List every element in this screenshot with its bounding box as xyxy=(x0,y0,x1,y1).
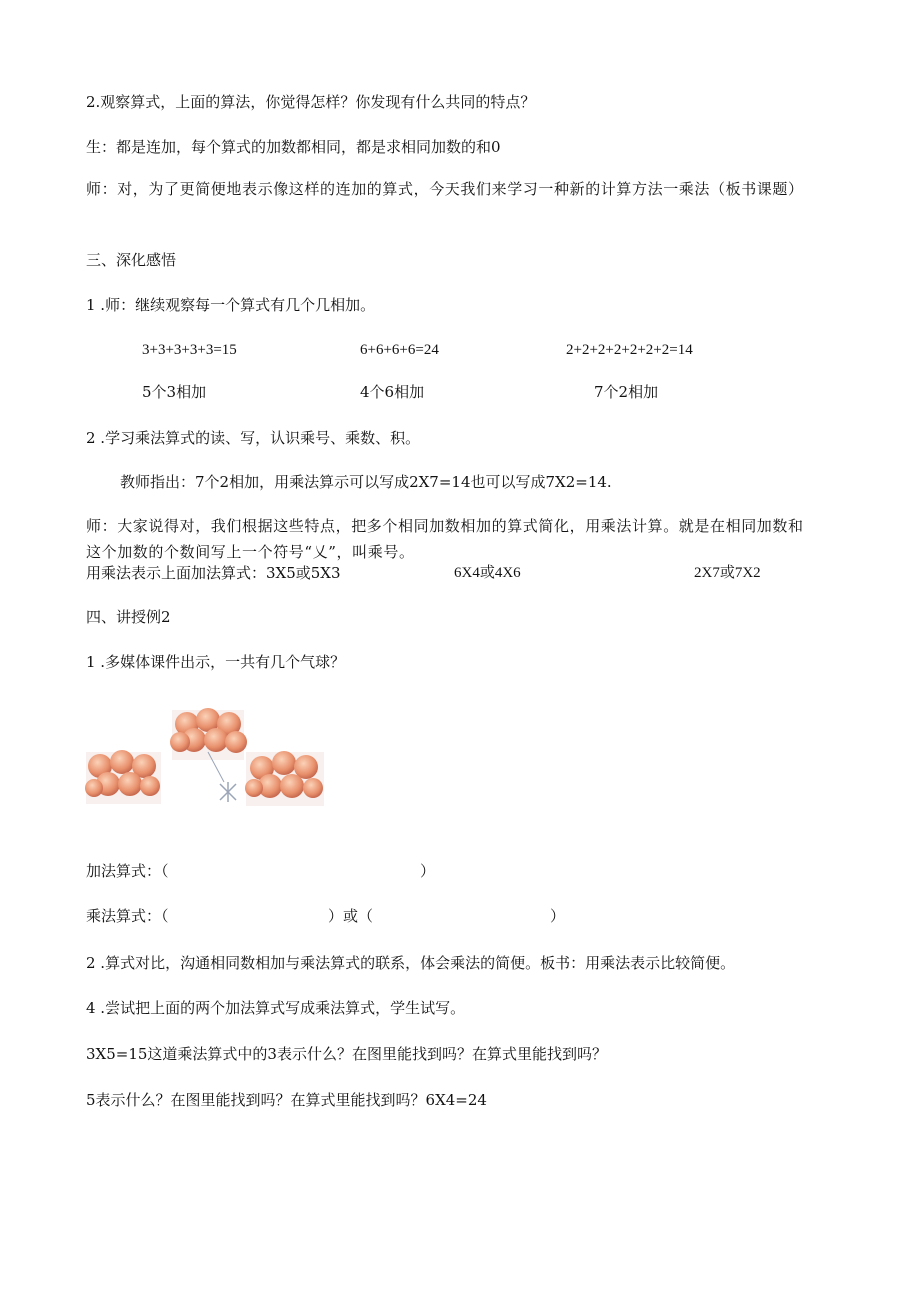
multiplication-label: 用乘法表示上面加法算式：3X5或5X3 xyxy=(86,564,341,582)
example-1: 1 .多媒体课件出示，一共有几个气球？ xyxy=(86,653,346,671)
multiplication-blank-close: ） xyxy=(550,907,566,925)
item-1: 1 .师：继续观察每一个算式有几个几相加。 xyxy=(86,296,376,314)
section-3-heading: 三、深化感悟 xyxy=(86,251,177,269)
question-5: 5表示什么？在图里能找到吗？在算式里能找到吗？6X4=24 xyxy=(86,1091,487,1109)
sum-description-3: 7个2相加 xyxy=(594,383,659,401)
compare-item: 2 .算式对比，沟通相同数相加与乘法算式的联系，体会乘法的简便。板书：用乘法表示比较简便。 xyxy=(86,954,736,972)
try-item: 4 .尝试把上面的两个加法算式写成乘法算式，学生试写。 xyxy=(86,999,466,1017)
question-2: 2.观察算式，上面的算法，你觉得怎样？你发现有什么共同的特点？ xyxy=(86,93,536,111)
balloons-illustration xyxy=(84,700,329,815)
sum-description-2: 4个6相加 xyxy=(360,383,425,401)
teacher-note: 教师指出：7个2相加，用乘法算示可以写成2X7=14也可以写成7X2=14. xyxy=(120,473,612,491)
multiplication-b: 6X4或4X6 xyxy=(454,565,521,581)
multiplication-blank-label: 乘法算式：（ xyxy=(86,907,169,925)
sum-expression-1: 3+3+3+3+3=15 xyxy=(142,342,237,358)
multiplication-c: 2X7或7X2 xyxy=(694,565,761,581)
student-answer: 生：都是连加，每个算式的加数都相同，都是求相同加数的和0 xyxy=(86,138,501,156)
question-3x5: 3X5=15这道乘法算式中的3表示什么？在图里能找到吗？在算式里能找到吗？ xyxy=(86,1045,607,1063)
item-2: 2 .学习乘法算式的读、写，认识乘号、乘数、积。 xyxy=(86,429,421,447)
teacher-remark-1: 师：对，为了更简便地表示像这样的连加的算式，今天我们来学习一种新的计算方法一乘法（板书课题） xyxy=(86,180,804,198)
sum-expression-2: 6+6+6+6=24 xyxy=(360,342,439,358)
sum-expression-3: 2+2+2+2+2+2+2=14 xyxy=(566,342,693,358)
multiplication-blank-or: ）或（ xyxy=(328,907,374,925)
addition-blank-label: 加法算式：（ xyxy=(86,862,169,880)
sum-description-1: 5个3相加 xyxy=(142,383,207,401)
teacher-remark-2: 师：大家说得对，我们根据这些特点，把多个相同加数相加的算式简化，用乘法计算。就是在相同加数和这个加数的个数间写上一个符号“乂”，叫乘号。 xyxy=(86,517,804,561)
balloon-bunches-icon xyxy=(84,700,329,815)
addition-blank-close: ） xyxy=(420,862,436,880)
section-4-heading: 四、讲授例2 xyxy=(86,608,171,626)
